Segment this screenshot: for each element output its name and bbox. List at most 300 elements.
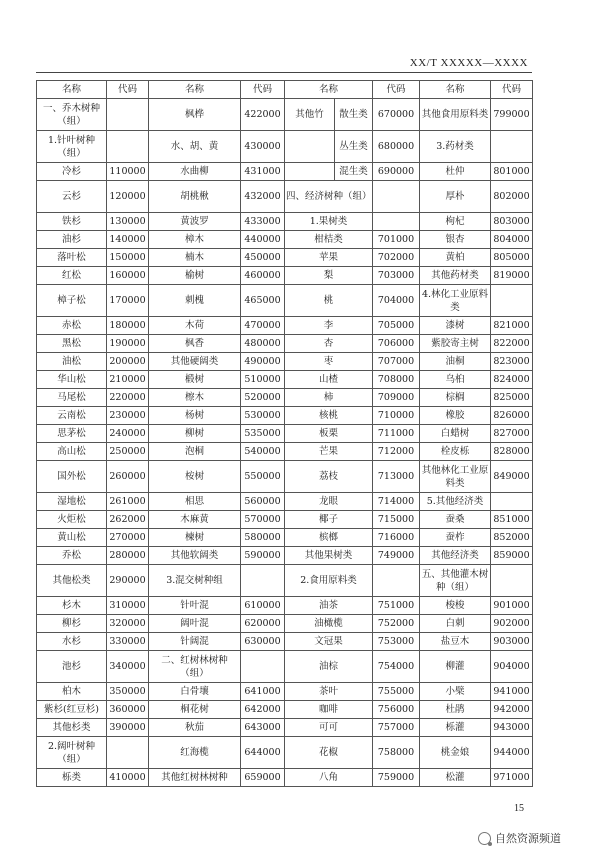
table-cell: 其他经济类 <box>420 547 491 565</box>
table-cell: 龙眼 <box>285 493 373 511</box>
table-cell: 杜仲 <box>420 163 491 181</box>
table-cell: 其他果树类 <box>285 547 373 565</box>
table-cell: 黄山松 <box>37 529 107 547</box>
column-header: 代码 <box>491 81 533 99</box>
table-cell: 栎灌 <box>420 719 491 737</box>
table-cell: 核桃 <box>285 407 373 425</box>
table-cell: 701000 <box>373 231 420 249</box>
table-cell <box>373 565 420 597</box>
table-cell: 油棕 <box>285 651 373 683</box>
table-cell: 枣 <box>285 353 373 371</box>
table-cell: 1.果树类 <box>285 213 373 231</box>
table-cell: 705000 <box>373 317 420 335</box>
table-row <box>37 683 533 701</box>
table-cell: 350000 <box>107 683 149 701</box>
table-cell: 云南松 <box>37 407 107 425</box>
table-cell: 楠木 <box>149 249 241 267</box>
table-cell: 柳树 <box>149 425 241 443</box>
table-cell: 阔叶混 <box>149 615 241 633</box>
table-cell: 华山松 <box>37 371 107 389</box>
table-cell: 390000 <box>107 719 149 737</box>
table-row <box>37 529 533 547</box>
table-cell: 楝树 <box>149 529 241 547</box>
table-cell: 431000 <box>241 163 285 181</box>
table-cell: 904000 <box>491 651 533 683</box>
table-cell: 樟木 <box>149 231 241 249</box>
table-cell: 杉木 <box>37 597 107 615</box>
table-cell: 椴树 <box>149 371 241 389</box>
table-cell <box>285 131 335 163</box>
table-row <box>37 267 533 285</box>
table-cell: 杜鹃 <box>420 701 491 719</box>
table-cell: 708000 <box>373 371 420 389</box>
table-cell: 610000 <box>241 597 285 615</box>
table-cell <box>373 213 420 231</box>
table-cell: 山楂 <box>285 371 373 389</box>
table-cell: 819000 <box>491 267 533 285</box>
table-row <box>37 353 533 371</box>
table-cell: 120000 <box>107 181 149 213</box>
table-cell <box>491 131 533 163</box>
table-cell: 330000 <box>107 633 149 651</box>
table-cell: 桃金娘 <box>420 737 491 769</box>
table-cell: 261000 <box>107 493 149 511</box>
table-cell: 紫胶寄主树 <box>420 335 491 353</box>
table-cell: 芒果 <box>285 443 373 461</box>
table-cell: 相思 <box>149 493 241 511</box>
table-cell: 木荷 <box>149 317 241 335</box>
table-cell: 湿地松 <box>37 493 107 511</box>
table-cell: 804000 <box>491 231 533 249</box>
table-cell: 漆树 <box>420 317 491 335</box>
table-cell: 二、红树林树种（组） <box>149 651 241 683</box>
table-cell: 铁杉 <box>37 213 107 231</box>
table-cell: 130000 <box>107 213 149 231</box>
table-cell: 690000 <box>373 163 420 181</box>
table-cell: 902000 <box>491 615 533 633</box>
table-cell: 丛生类 <box>335 131 373 163</box>
table-row <box>37 231 533 249</box>
table-cell: 703000 <box>373 267 420 285</box>
table-cell: 310000 <box>107 597 149 615</box>
table-cell: 460000 <box>241 267 285 285</box>
page-number: 15 <box>514 803 524 814</box>
table-cell: 柳杉 <box>37 615 107 633</box>
table-cell: 450000 <box>241 249 285 267</box>
table-cell: 盐豆木 <box>420 633 491 651</box>
table-cell: 国外松 <box>37 461 107 493</box>
table-cell: 827000 <box>491 425 533 443</box>
table-cell: 橡胶 <box>420 407 491 425</box>
table-row <box>37 511 533 529</box>
table-cell: 李 <box>285 317 373 335</box>
table-cell: 栓皮栎 <box>420 443 491 461</box>
table-cell: 801000 <box>491 163 533 181</box>
watermark <box>478 830 561 846</box>
table-cell: 823000 <box>491 353 533 371</box>
table-cell: 470000 <box>241 317 285 335</box>
table-row <box>37 547 533 565</box>
table-cell: 水曲柳 <box>149 163 241 181</box>
table-cell: 713000 <box>373 461 420 493</box>
column-header: 代码 <box>241 81 285 99</box>
table-cell: 白蜡树 <box>420 425 491 443</box>
table-cell: 木麻黄 <box>149 511 241 529</box>
header-rule <box>36 72 532 73</box>
table-cell: 160000 <box>107 267 149 285</box>
table-cell: 栎类 <box>37 769 107 787</box>
table-row <box>37 371 533 389</box>
table-cell <box>107 737 149 769</box>
table-row <box>37 615 533 633</box>
table-cell: 140000 <box>107 231 149 249</box>
table-cell: 422000 <box>241 99 285 131</box>
table-row <box>37 213 533 231</box>
table-cell: 油松 <box>37 353 107 371</box>
table-cell: 乔松 <box>37 547 107 565</box>
table-cell: 570000 <box>241 511 285 529</box>
table-row <box>37 317 533 335</box>
table-cell: 杨树 <box>149 407 241 425</box>
table-cell: 465000 <box>241 285 285 317</box>
table-cell: 水杉 <box>37 633 107 651</box>
table-cell: 754000 <box>373 651 420 683</box>
table-cell <box>241 651 285 683</box>
table-cell: 803000 <box>491 213 533 231</box>
column-header: 名称 <box>37 81 107 99</box>
table-cell: 柿 <box>285 389 373 407</box>
standard-code: XX/T XXXXX—XXXX <box>409 57 528 69</box>
table-cell: 小檗 <box>420 683 491 701</box>
table-row <box>37 425 533 443</box>
watermark-text: 自然资源频道 <box>495 832 561 845</box>
table-cell: 859000 <box>491 547 533 565</box>
table-cell: 630000 <box>241 633 285 651</box>
column-header: 名称 <box>285 81 373 99</box>
table-cell: 240000 <box>107 425 149 443</box>
table-cell: 714000 <box>373 493 420 511</box>
table-cell: 可可 <box>285 719 373 737</box>
table-cell: 757000 <box>373 719 420 737</box>
table-cell: 825000 <box>491 389 533 407</box>
table-cell: 758000 <box>373 737 420 769</box>
table-cell: 944000 <box>491 737 533 769</box>
table-cell: 针叶混 <box>149 597 241 615</box>
table-cell: 560000 <box>241 493 285 511</box>
table-row <box>37 407 533 425</box>
table-cell: 枫香 <box>149 335 241 353</box>
table-cell: 643000 <box>241 719 285 737</box>
table-cell: 756000 <box>373 701 420 719</box>
table-cell: 花椒 <box>285 737 373 769</box>
table-cell: 红海榄 <box>149 737 241 769</box>
table-cell <box>491 493 533 511</box>
table-cell: 其他硬阔类 <box>149 353 241 371</box>
table-cell: 824000 <box>491 371 533 389</box>
table-cell: 茶叶 <box>285 683 373 701</box>
table-cell: 枫桦 <box>149 99 241 131</box>
table-cell: 其他药材类 <box>420 267 491 285</box>
table-cell: 泡桐 <box>149 443 241 461</box>
table-cell: 711000 <box>373 425 420 443</box>
table-cell: 乌桕 <box>420 371 491 389</box>
table-cell: 1.针叶树种（组） <box>37 131 107 163</box>
table-cell: 胡桃楸 <box>149 181 241 213</box>
table-cell: 油杉 <box>37 231 107 249</box>
table-cell: 蚕桑 <box>420 511 491 529</box>
table-cell: 110000 <box>107 163 149 181</box>
table-cell: 5.其他经济类 <box>420 493 491 511</box>
table-cell: 709000 <box>373 389 420 407</box>
table-cell: 707000 <box>373 353 420 371</box>
table-cell: 其他杉类 <box>37 719 107 737</box>
code-table <box>36 80 533 787</box>
table-cell: 706000 <box>373 335 420 353</box>
table-cell: 799000 <box>491 99 533 131</box>
column-header: 名称 <box>149 81 241 99</box>
table-cell: 620000 <box>241 615 285 633</box>
table-cell: 梭梭 <box>420 597 491 615</box>
table-cell: 荔枝 <box>285 461 373 493</box>
table-cell: 其他红树林树种 <box>149 769 241 787</box>
table-cell: 2.食用原料类 <box>285 565 373 597</box>
table-row <box>37 493 533 511</box>
table-cell: 文冠果 <box>285 633 373 651</box>
table-cell: 马尾松 <box>37 389 107 407</box>
table-cell <box>107 99 149 131</box>
table-cell: 260000 <box>107 461 149 493</box>
table-cell: 檫木 <box>149 389 241 407</box>
table-cell <box>491 285 533 317</box>
table-cell <box>285 163 335 181</box>
table-row <box>37 389 533 407</box>
table-row <box>37 131 533 163</box>
table-row <box>37 565 533 597</box>
table-cell: 柑桔类 <box>285 231 373 249</box>
table-cell: 3.混交树种组 <box>149 565 241 597</box>
table-cell <box>241 565 285 597</box>
table-cell: 黑松 <box>37 335 107 353</box>
table-row <box>37 737 533 769</box>
table-row <box>37 769 533 787</box>
table-row <box>37 285 533 317</box>
table-cell: 云杉 <box>37 181 107 213</box>
header-row <box>37 81 533 99</box>
table-cell: 851000 <box>491 511 533 529</box>
table-cell: 棕榈 <box>420 389 491 407</box>
table-cell: 642000 <box>241 701 285 719</box>
table-cell: 红松 <box>37 267 107 285</box>
table-cell: 410000 <box>107 769 149 787</box>
table-row <box>37 719 533 737</box>
table-cell: 其他竹 <box>285 99 335 131</box>
table-cell: 530000 <box>241 407 285 425</box>
table-cell: 其他软阔类 <box>149 547 241 565</box>
table-cell: 903000 <box>491 633 533 651</box>
table-cell: 油桐 <box>420 353 491 371</box>
table-cell: 753000 <box>373 633 420 651</box>
table-cell: 641000 <box>241 683 285 701</box>
table-cell: 紫杉(红豆杉) <box>37 701 107 719</box>
table-cell: 535000 <box>241 425 285 443</box>
table-cell: 712000 <box>373 443 420 461</box>
table-cell <box>373 181 420 213</box>
table-cell: 250000 <box>107 443 149 461</box>
table-cell: 520000 <box>241 389 285 407</box>
table-cell: 644000 <box>241 737 285 769</box>
table-row <box>37 633 533 651</box>
table-cell: 432000 <box>241 181 285 213</box>
table-cell: 针阔混 <box>149 633 241 651</box>
table-cell: 580000 <box>241 529 285 547</box>
table-cell: 849000 <box>491 461 533 493</box>
table-cell: 942000 <box>491 701 533 719</box>
table-row <box>37 249 533 267</box>
table-row <box>37 597 533 615</box>
table-cell: 秋茄 <box>149 719 241 737</box>
table-cell: 759000 <box>373 769 420 787</box>
column-header: 代码 <box>107 81 149 99</box>
table-cell: 280000 <box>107 547 149 565</box>
table-cell: 思茅松 <box>37 425 107 443</box>
table-cell: 150000 <box>107 249 149 267</box>
table-cell: 赤松 <box>37 317 107 335</box>
table-cell <box>491 565 533 597</box>
table-cell: 749000 <box>373 547 420 565</box>
table-cell: 510000 <box>241 371 285 389</box>
table-cell: 200000 <box>107 353 149 371</box>
table-cell: 210000 <box>107 371 149 389</box>
table-cell: 821000 <box>491 317 533 335</box>
table-cell: 冷杉 <box>37 163 107 181</box>
table-cell: 其他林化工业原料类 <box>420 461 491 493</box>
table-cell: 360000 <box>107 701 149 719</box>
table-cell: 黄波罗 <box>149 213 241 231</box>
table-cell: 刺槐 <box>149 285 241 317</box>
table-cell: 落叶松 <box>37 249 107 267</box>
table-cell: 混生类 <box>335 163 373 181</box>
table-cell: 670000 <box>373 99 420 131</box>
table-row <box>37 163 533 181</box>
table-cell: 3.药材类 <box>420 131 491 163</box>
table-cell: 480000 <box>241 335 285 353</box>
table-cell: 490000 <box>241 353 285 371</box>
table-cell: 高山松 <box>37 443 107 461</box>
table-row <box>37 443 533 461</box>
table-cell: 433000 <box>241 213 285 231</box>
table-cell: 松灌 <box>420 769 491 787</box>
table-cell: 枸杞 <box>420 213 491 231</box>
table-cell: 散生类 <box>335 99 373 131</box>
table-cell: 水、胡、黄 <box>149 131 241 163</box>
table-cell: 银杏 <box>420 231 491 249</box>
table-cell: 802000 <box>491 181 533 213</box>
table-cell: 180000 <box>107 317 149 335</box>
table-cell: 262000 <box>107 511 149 529</box>
table-cell: 540000 <box>241 443 285 461</box>
table-row <box>37 335 533 353</box>
table-cell: 油茶 <box>285 597 373 615</box>
table-cell: 白刺 <box>420 615 491 633</box>
table-cell: 852000 <box>491 529 533 547</box>
table-cell: 702000 <box>373 249 420 267</box>
table-row <box>37 651 533 683</box>
table-cell: 704000 <box>373 285 420 317</box>
table-cell: 680000 <box>373 131 420 163</box>
table-cell: 4.林化工业原料类 <box>420 285 491 317</box>
table-cell: 822000 <box>491 335 533 353</box>
table-cell <box>107 131 149 163</box>
table-cell: 941000 <box>491 683 533 701</box>
table-cell: 板栗 <box>285 425 373 443</box>
table-cell: 715000 <box>373 511 420 529</box>
table-cell: 170000 <box>107 285 149 317</box>
table-cell: 340000 <box>107 651 149 683</box>
table-cell: 咖啡 <box>285 701 373 719</box>
table-cell: 五、其他灌木树种（组） <box>420 565 491 597</box>
table-cell: 290000 <box>107 565 149 597</box>
table-cell: 樟子松 <box>37 285 107 317</box>
table-cell: 270000 <box>107 529 149 547</box>
table-cell: 805000 <box>491 249 533 267</box>
table-cell: 320000 <box>107 615 149 633</box>
table-cell: 厚朴 <box>420 181 491 213</box>
table-row <box>37 99 533 131</box>
table-cell: 752000 <box>373 615 420 633</box>
wechat-icon <box>478 832 491 845</box>
table-cell: 蚕柞 <box>420 529 491 547</box>
table-cell: 710000 <box>373 407 420 425</box>
table-cell: 柳灌 <box>420 651 491 683</box>
table-cell: 430000 <box>241 131 285 163</box>
table-cell: 一、乔木树种（组） <box>37 99 107 131</box>
table-cell: 901000 <box>491 597 533 615</box>
table-cell: 火炬松 <box>37 511 107 529</box>
table-row <box>37 461 533 493</box>
table-cell: 梨 <box>285 267 373 285</box>
table-cell: 971000 <box>491 769 533 787</box>
table-cell: 榆树 <box>149 267 241 285</box>
table-cell: 白骨壤 <box>149 683 241 701</box>
table-cell: 230000 <box>107 407 149 425</box>
table-cell: 杏 <box>285 335 373 353</box>
column-header: 名称 <box>420 81 491 99</box>
table-cell: 440000 <box>241 231 285 249</box>
table-cell: 659000 <box>241 769 285 787</box>
table-cell: 其他食用原料类 <box>420 99 491 131</box>
table-cell: 828000 <box>491 443 533 461</box>
table-cell: 桐花树 <box>149 701 241 719</box>
column-header: 代码 <box>373 81 420 99</box>
table-cell: 槟榔 <box>285 529 373 547</box>
table-cell: 八角 <box>285 769 373 787</box>
table-cell: 943000 <box>491 719 533 737</box>
table-cell: 220000 <box>107 389 149 407</box>
table-cell: 755000 <box>373 683 420 701</box>
table-cell: 826000 <box>491 407 533 425</box>
table-cell: 其他松类 <box>37 565 107 597</box>
table-cell: 550000 <box>241 461 285 493</box>
table-cell: 四、经济树种（组） <box>285 181 373 213</box>
table-cell: 590000 <box>241 547 285 565</box>
table-cell: 2.阔叶树种（组） <box>37 737 107 769</box>
table-cell: 751000 <box>373 597 420 615</box>
table-row <box>37 181 533 213</box>
table-cell: 桉树 <box>149 461 241 493</box>
table-cell: 716000 <box>373 529 420 547</box>
table-cell: 柏木 <box>37 683 107 701</box>
table-cell: 桃 <box>285 285 373 317</box>
